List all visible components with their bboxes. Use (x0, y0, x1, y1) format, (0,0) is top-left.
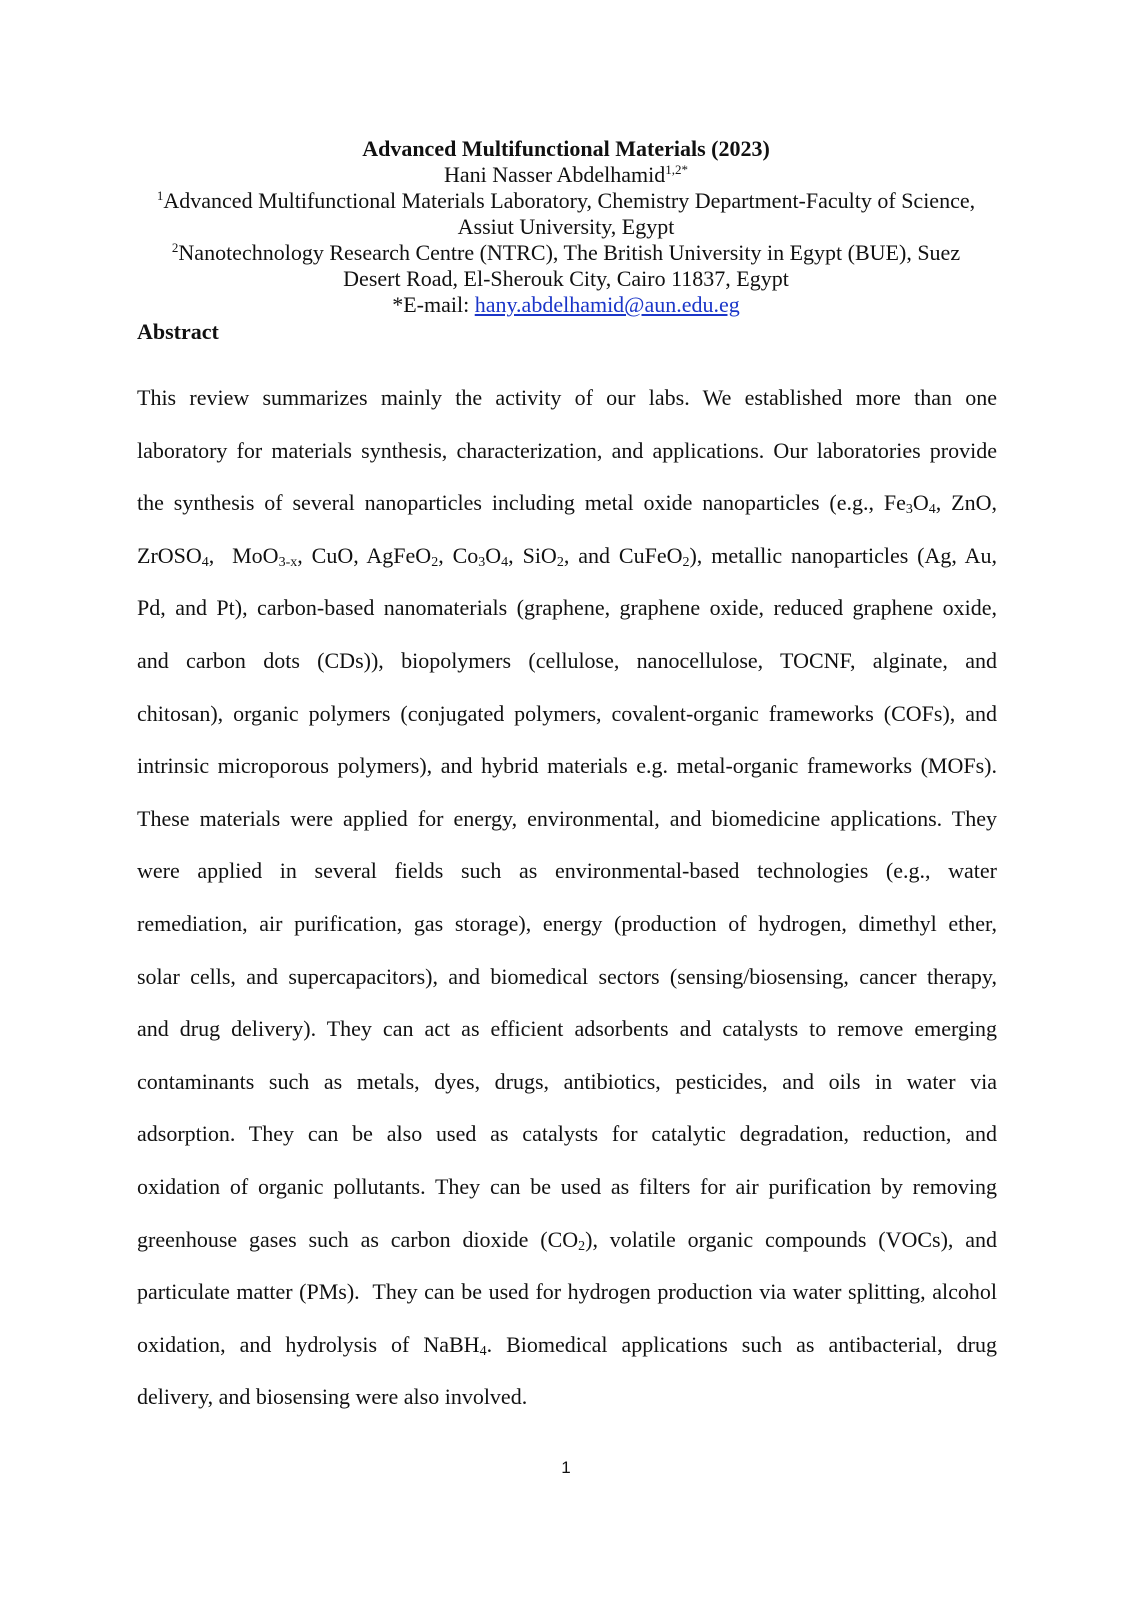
author-line (135, 162, 997, 188)
author-name: Hani Nasser Abdelhamid (444, 162, 666, 187)
subscript: 3 (478, 554, 486, 570)
abstract-line: chitosan), organic polymers (conjugated polymers, covalent-organic frameworks (COFs), and (137, 700, 997, 726)
author-affiliation-marks: 1,2* (665, 162, 688, 177)
subscript: 4 (479, 1343, 487, 1359)
email-label: *E-mail: (392, 292, 475, 317)
affiliation-2-line-2: Desert Road, El-Sherouk City, Cairo 11837, Egypt (343, 266, 789, 291)
abstract-line: intrinsic microporous polymers), and hybrid materials e.g. metal-organic frameworks (MOFs). (137, 753, 997, 779)
abstract-line: contaminants such as metals, dyes, drugs, antibiotics, pesticides, and oils in water via (137, 1068, 997, 1094)
affiliation-1-line-2: Assiut University, Egypt (457, 214, 675, 239)
affiliation-1-text-1: Advanced Multifunctional Materials Laboratory, Chemistry Department-Faculty of Science, (163, 188, 976, 213)
abstract-line: solar cells, and supercapacitors), and biomedical sectors (sensing/biosensing, cancer therapy, (137, 963, 997, 989)
paper-title: Advanced Multifunctional Materials (2023) (362, 136, 770, 161)
abstract-line: delivery, and biosensing were also involved. (137, 1384, 528, 1410)
text-run: the synthesis of several nanoparticles including metal oxide nanoparticles (e.g., Fe (137, 490, 906, 516)
abstract-line (137, 541, 997, 594)
abstract-line: and carbon dots (CDs)), biopolymers (cellulose, nanocellulose, TOCNF, alginate, and (137, 647, 997, 673)
text-run: O (485, 542, 502, 568)
abstract-line: Pd, and Pt), carbon-based nanomaterials (graphene, graphene oxide, reduced graphene oxide, (137, 595, 997, 621)
affiliation-1-line-1 (135, 188, 997, 214)
affiliation-2-mark: 2 (171, 240, 179, 255)
email-link[interactable]: hany.abdelhamid@aun.edu.eg (474, 292, 740, 317)
abstract-line: laboratory for materials synthesis, characterization, and applications. Our laboratories provide (137, 437, 997, 463)
text-run: ), volatile organic compounds (VOCs), and (585, 1226, 998, 1252)
text-run: , Co (438, 542, 479, 568)
email-line (135, 292, 997, 318)
subscript: 2 (578, 1238, 586, 1254)
text-run: oxidation, and hydrolysis of NaBH (137, 1331, 480, 1357)
abstract-body (137, 383, 997, 1435)
text-run: , CuO, AgFeO (297, 542, 432, 568)
abstract-line (137, 1225, 997, 1278)
affiliation-2-line-1 (135, 240, 997, 266)
abstract-line: and drug delivery). They can act as efficient adsorbents and catalysts to remove emerging (137, 1016, 997, 1042)
subscript: 2 (431, 554, 439, 570)
abstract-line (137, 488, 997, 541)
subscript: 3-x (278, 554, 298, 570)
page-number: 1 (561, 1458, 571, 1477)
affiliation-2-text-1: Nanotechnology Research Centre (NTRC), The British University in Egypt (BUE), Suez (178, 240, 961, 265)
subscript: 4 (201, 554, 209, 570)
text-run: ZrOSO (137, 542, 202, 568)
text-run: ), metallic nanoparticles (Ag, Au, (689, 542, 997, 568)
text-run: , and CuFeO (563, 542, 683, 568)
subscript: 2 (556, 554, 564, 570)
text-run: , ZnO, (935, 490, 997, 516)
subscript: 2 (682, 554, 690, 570)
abstract-line: particulate matter (PMs). They can be used for hydrogen production via water splitting, alcohol (137, 1279, 997, 1305)
abstract-line: adsorption. They can be also used as catalysts for catalytic degradation, reduction, and (137, 1121, 997, 1147)
subscript: 3 (905, 502, 913, 518)
text-run: greenhouse gases such as carbon dioxide (CO (137, 1226, 579, 1252)
abstract-line: oxidation of organic pollutants. They can be used as filters for air purification by removing (137, 1173, 997, 1199)
text-run: O (912, 490, 929, 516)
abstract-line: These materials were applied for energy, environmental, and biomedicine applications. They (137, 805, 997, 831)
text-run: , MoO (208, 542, 279, 568)
text-run: , SiO (508, 542, 557, 568)
subscript: 4 (501, 554, 509, 570)
abstract-line (137, 1330, 997, 1383)
affiliation-1-mark: 1 (156, 188, 164, 203)
text-run: . Biomedical applications such as antibacterial, drug (486, 1331, 997, 1357)
abstract-line: remediation, air purification, gas storage), energy (production of hydrogen, dimethyl ether, (137, 910, 997, 936)
paper-header (135, 136, 997, 318)
abstract-line: This review summarizes mainly the activity of our labs. We established more than one (137, 385, 997, 410)
abstract-line: were applied in several fields such as environmental-based technologies (e.g., water (137, 858, 997, 884)
subscript: 4 (928, 502, 936, 518)
abstract-heading: Abstract (137, 319, 219, 344)
